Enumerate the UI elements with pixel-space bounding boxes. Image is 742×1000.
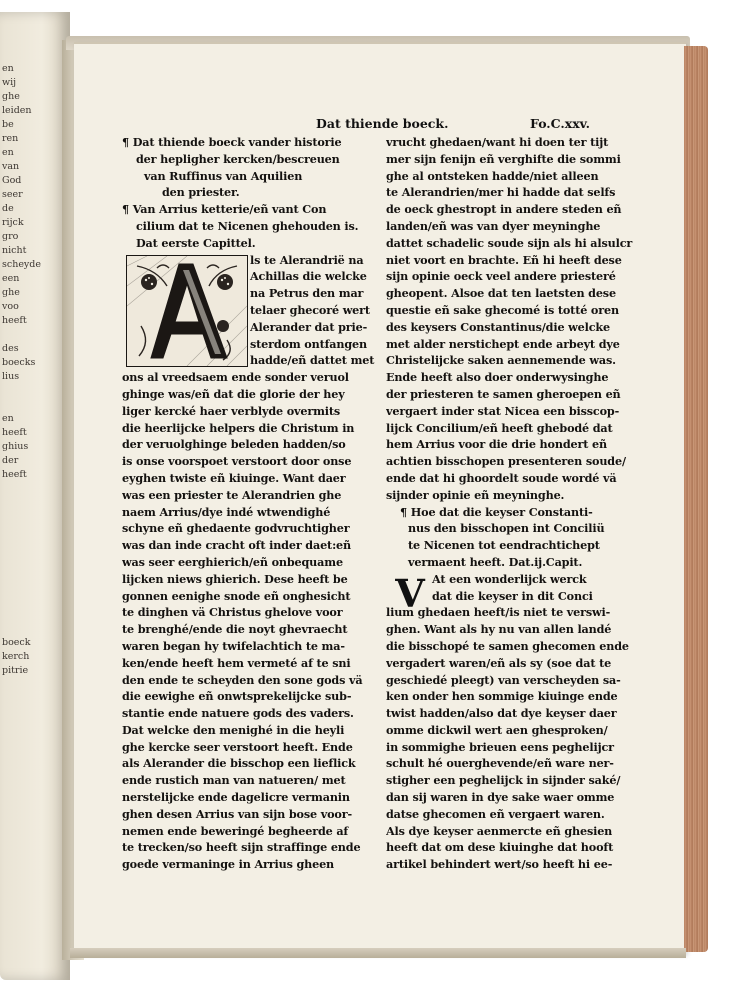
text-line: ¶ Van Arrius ketterie/eñ vant Con bbox=[122, 202, 327, 217]
folio-number: Fo.C.xxv. bbox=[530, 116, 591, 131]
right-text-column bbox=[386, 134, 634, 873]
left-page-fragment: de bbox=[2, 203, 14, 214]
left-page-fragment bbox=[2, 328, 70, 342]
text-line: den ende te scheyden den sone gods vä bbox=[122, 672, 363, 687]
text-line: telaer ghecoré wert bbox=[250, 302, 370, 317]
text-line: ghe al ontsteken hadde/niet alleen bbox=[386, 168, 599, 183]
text-line: schyne eñ ghedaente godvruchtigher bbox=[122, 521, 350, 536]
left-page-text bbox=[2, 62, 70, 678]
left-page-fragment: een bbox=[2, 273, 20, 284]
left-page-fragment bbox=[2, 552, 70, 566]
text-line: geschiedé pleegt) van verscheyden sa- bbox=[386, 672, 621, 687]
text-line: Dat welcke den menighé in die heyli bbox=[122, 722, 345, 737]
text-line: vergaert inder stat Nicea een bisscop- bbox=[386, 403, 620, 418]
page-bottom-edge bbox=[70, 948, 686, 958]
text-line: ende dat hi ghoordelt soude wordé vä bbox=[386, 470, 617, 485]
left-page-fragment: rijck bbox=[2, 217, 24, 228]
text-line: ken/ende heeft hem vermeté af te sni bbox=[122, 655, 351, 670]
text-line: sijn opinie oeck veel andere priesteré bbox=[386, 269, 616, 284]
text-line: nemen ende beweringé begheerde af bbox=[122, 823, 349, 838]
left-page-fragment bbox=[2, 580, 70, 594]
text-line: vergadert waren/eñ als sy (soe dat te bbox=[386, 655, 612, 670]
left-page-fragment: nicht bbox=[2, 245, 27, 256]
text-line: niet voort en brachte. Eñ hi heeft dese bbox=[386, 252, 622, 267]
text-line: na Petrus den mar bbox=[250, 286, 364, 301]
text-line: te Alerandrien/mer hi hadde dat selfs bbox=[386, 185, 616, 200]
text-line: die heerlijcke helpers die Christum in bbox=[122, 420, 355, 435]
text-line: te dinghen vä Christus ghelove voor bbox=[122, 605, 343, 620]
text-line: van Ruffinus van Aquilien bbox=[144, 168, 303, 183]
left-page-fragment: scheyde bbox=[2, 259, 42, 270]
left-text-column bbox=[122, 134, 375, 873]
text-line: liger kercké haer verblyde overmits bbox=[122, 403, 341, 418]
left-page-fragment: seer bbox=[2, 189, 23, 200]
text-line: nerstelijcke ende dagelicre vermanin bbox=[122, 790, 350, 805]
text-line: nus den bisschopen int Conciliü bbox=[408, 521, 605, 536]
left-page-fragment bbox=[2, 524, 70, 538]
text-line: lijck Concilium/eñ heeft ghebodé dat bbox=[386, 420, 613, 435]
text-line: Achillas die welcke bbox=[250, 269, 367, 284]
left-page-fragment: voo bbox=[2, 301, 19, 312]
left-page-fragment: God bbox=[2, 175, 22, 186]
text-line: in sommighe brieuen eens peghelijcr bbox=[386, 739, 614, 754]
left-page-fragment bbox=[2, 566, 70, 580]
left-page-fragment: en bbox=[2, 63, 14, 74]
text-line: waren began hy twifelachtich te ma- bbox=[122, 638, 345, 653]
text-line: ghen. Want als hy nu van allen landé bbox=[386, 622, 612, 637]
left-page-fragment: ren bbox=[2, 133, 19, 144]
text-line: achtien bisschopen presenteren soude/ bbox=[386, 454, 626, 469]
text-line: twist hadden/also dat dye keyser daer bbox=[386, 706, 617, 721]
left-page-fragment: leiden bbox=[2, 105, 32, 116]
text-line: des keysers Constantinus/die welcke bbox=[386, 319, 610, 334]
text-line: ghinge was/eñ dat die glorie der hey bbox=[122, 386, 345, 401]
text-line: ¶ Dat thiende boeck vander historie bbox=[122, 135, 342, 149]
text-line: eyghen twiste eñ kiuinge. Want daer bbox=[122, 470, 346, 485]
left-page-fragment: gro bbox=[2, 231, 19, 242]
left-page-fragment: boeck bbox=[2, 637, 31, 648]
left-page-fragment: ghius bbox=[2, 441, 29, 452]
text-line: met alder nerstichept ende arbeyt dye bbox=[386, 336, 620, 351]
text-line: hadde/eñ dattet met bbox=[250, 353, 375, 368]
text-line: landen/eñ was van dyer meyninghe bbox=[386, 218, 601, 233]
left-page-fragment: des bbox=[2, 343, 19, 354]
text-line: ghen desen Arrius van sijn bose voor- bbox=[122, 806, 352, 821]
left-page-fragment bbox=[2, 594, 70, 608]
text-line: dan sij waren in dye sake waer omme bbox=[386, 790, 615, 805]
text-line: dattet schadelic soude sijn als hi alsulcr bbox=[386, 235, 633, 250]
text-line: heeft dat om dese kiuinghe dat hooft bbox=[386, 840, 614, 855]
text-line: was seer eerghierich/eñ onbequame bbox=[122, 554, 343, 569]
running-head: Dat thiende boeck. bbox=[316, 116, 449, 131]
woodcut-initial-icon bbox=[127, 256, 247, 366]
left-page-fragment bbox=[2, 608, 70, 622]
text-line: ende rustich man van natueren/ met bbox=[122, 773, 346, 788]
left-page-fragment bbox=[2, 496, 70, 510]
text-line: der hepligher kercken/bescreuen bbox=[136, 151, 340, 166]
left-page-fragment bbox=[2, 384, 70, 398]
text-line: vrucht ghedaen/want hi doen ter tijt bbox=[386, 135, 609, 149]
text-line: was een priester te Alerandrien ghe bbox=[122, 487, 342, 502]
text-line: de oeck ghestropt in andere steden eñ bbox=[386, 202, 622, 217]
left-page-fragment: kerch bbox=[2, 651, 30, 662]
text-line: die bisschopé te samen ghecomen ende bbox=[386, 638, 629, 653]
left-page-fragment: en bbox=[2, 413, 14, 424]
text-line: sijnder opinie eñ meyninghe. bbox=[386, 487, 565, 502]
text-line: gheopent. Alsoe dat ten laetsten dese bbox=[386, 286, 616, 301]
left-page-fragment: heeft bbox=[2, 469, 27, 480]
text-line: questie eñ sake ghecomé is totté oren bbox=[386, 302, 619, 317]
text-line: ken onder hen sommige kiuinge ende bbox=[386, 689, 618, 704]
text-line: cilium dat te Nicenen ghehouden is. bbox=[136, 218, 359, 233]
text-line: hem Arrius voor die drie hondert eñ bbox=[386, 437, 607, 452]
text-line: te Nicenen tot eendrachtichept bbox=[408, 538, 600, 553]
text-line: stantie ende natuere gods des vaders. bbox=[122, 706, 354, 721]
left-page-fragment bbox=[2, 538, 70, 552]
text-line: Christelijcke saken aennemende was. bbox=[386, 353, 616, 368]
left-page-fragment bbox=[2, 510, 70, 524]
text-line: artikel behindert wert/so heeft hi ee- bbox=[386, 857, 613, 872]
text-line: omme dickwil wert aen ghesproken/ bbox=[386, 722, 608, 737]
text-line: der veruolghinge beleden hadden/so bbox=[122, 437, 346, 452]
left-page-fragment: van bbox=[2, 161, 20, 172]
decorated-initial-a bbox=[126, 255, 248, 367]
text-line: als Alerander die bisschop een lieflick bbox=[122, 756, 356, 771]
text-line: ghe kercke seer verstoort heeft. Ende bbox=[122, 739, 353, 754]
left-page-fragment: be bbox=[2, 119, 14, 130]
text-line: was dan inde cracht oft inder daet:eñ bbox=[122, 538, 351, 553]
text-line: te trecken/so heeft sijn straffinge ende bbox=[122, 840, 361, 855]
text-line: schult hé ouerghevende/eñ ware ner- bbox=[386, 756, 614, 771]
text-line: Als dye keyser aenmercte eñ ghesien bbox=[386, 823, 613, 838]
left-page-fragment: lius bbox=[2, 371, 20, 382]
text-line: ls te Alerandrië na bbox=[250, 252, 364, 267]
left-page-fragment: pitrie bbox=[2, 665, 29, 676]
left-page bbox=[0, 12, 70, 980]
text-line: dat die keyser in dit Conci bbox=[432, 588, 593, 603]
text-line: datse ghecomen eñ vergaert waren. bbox=[386, 806, 605, 821]
text-line: gonnen eenighe snode eñ onghesicht bbox=[122, 588, 351, 603]
left-page-fragment bbox=[2, 622, 70, 636]
left-page-fragment: heeft bbox=[2, 427, 27, 438]
text-line: sterdom ontfangen bbox=[250, 336, 367, 351]
text-line: stigher een peghelijck in sijnder saké/ bbox=[386, 773, 621, 788]
left-page-fragment: boecks bbox=[2, 357, 36, 368]
left-page-fragment: ghe bbox=[2, 287, 20, 298]
text-line: te brenghé/ende die noyt ghevraecht bbox=[122, 622, 348, 637]
text-line: mer sijn fenijn eñ verghifte die sommi bbox=[386, 151, 621, 166]
text-line: lijcken niews ghierich. Dese heeft be bbox=[122, 571, 348, 586]
left-page-fragment bbox=[2, 482, 70, 496]
text-line: Alerander dat prie- bbox=[250, 319, 368, 334]
left-page-fragment: wij bbox=[2, 77, 17, 88]
text-line: Dat eerste Capittel. bbox=[136, 235, 256, 250]
text-line: der priesteren te samen gheroepen eñ bbox=[386, 386, 621, 401]
text-line: lium ghedaen heeft/is niet te verswi- bbox=[386, 605, 611, 620]
left-page-fragment: heeft bbox=[2, 315, 27, 326]
text-line: At een wonderlijck werck bbox=[432, 571, 587, 586]
text-line: is onse voorspoet verstoort door onse bbox=[122, 454, 352, 469]
initial-letter-v: V bbox=[395, 571, 425, 616]
left-page-fragment: ghe bbox=[2, 91, 20, 102]
left-page-fragment: en bbox=[2, 147, 14, 158]
left-page-fragment: der bbox=[2, 455, 19, 466]
text-line: naem Arrius/dye indé wtwendighé bbox=[122, 504, 331, 519]
page-fore-edge bbox=[684, 46, 708, 952]
text-line: ¶ Hoe dat die keyser Constanti- bbox=[400, 504, 593, 519]
text-line: ons al vreedsaem ende sonder veruol bbox=[122, 370, 349, 385]
text-line: Ende heeft also doer onderwysinghe bbox=[386, 370, 609, 385]
text-line: vermaent heeft. Dat.ij.Capit. bbox=[408, 554, 583, 569]
left-page-fragment bbox=[2, 398, 70, 412]
text-line: den priester. bbox=[162, 185, 240, 200]
text-line: die eewighe eñ onwtsprekelijcke sub- bbox=[122, 689, 352, 704]
text-line: goede vermaninge in Arrius gheen bbox=[122, 857, 335, 872]
